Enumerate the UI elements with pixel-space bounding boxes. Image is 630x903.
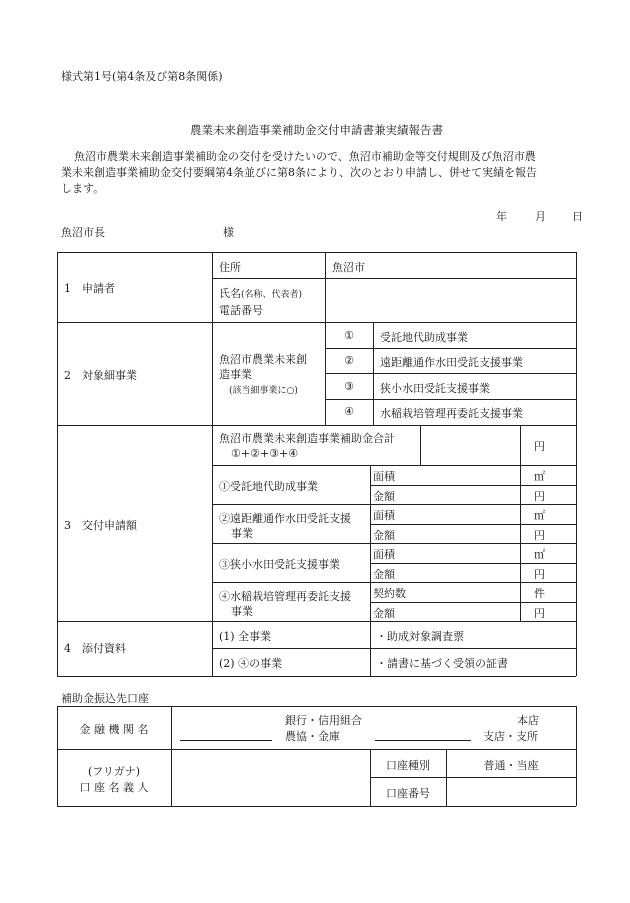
projects-label-line-2: 造事業 — [219, 368, 252, 381]
account-number-label: 口座番号 — [386, 787, 430, 800]
document-title: 農業未来創造事業補助金交付申請書兼実績報告書 — [190, 123, 443, 137]
project-2-area-label: 面積 — [373, 509, 395, 522]
date-year: 年 — [496, 210, 507, 223]
date-month: 月 — [535, 210, 546, 223]
addressee-honorific: 様 — [223, 226, 234, 239]
date-day: 日 — [572, 210, 583, 223]
branch-name-field[interactable] — [375, 726, 471, 740]
total-amount-field[interactable] — [421, 426, 519, 464]
account-type-value[interactable]: 普通・当座 — [483, 759, 539, 772]
bank-type-2: 農協・金庫 — [285, 730, 340, 743]
project-number-3[interactable]: ③ — [344, 380, 354, 393]
phone-label: 電話番号 — [219, 304, 263, 317]
project-4-label-line-2: 事業 — [231, 605, 253, 618]
project-name-2: 遠距離通作水田受託支援事業 — [380, 356, 523, 369]
account-type-label: 口座種別 — [386, 759, 430, 772]
project-2-label-line-2: 事業 — [231, 527, 253, 540]
project-1-label: ①受託地代助成事業 — [219, 480, 318, 493]
section-attachments: 4 添付資料 — [64, 642, 126, 655]
name-label: 氏名(名称、代表者) — [219, 287, 303, 300]
bank-heading: 補助金振込先口座 — [61, 692, 149, 705]
project-2-area-unit: ㎡ — [534, 509, 545, 522]
project-2-label-line-1: ②遠距離通作水田受託支援 — [219, 512, 351, 525]
project-name-3: 狭小水田受託支援事業 — [380, 382, 490, 395]
branch-type-1: 本店 — [517, 714, 539, 727]
attachment-scope-2: (2) ④の事業 — [219, 657, 283, 670]
total-yen-unit: 円 — [534, 440, 545, 453]
projects-label-line-1: 魚沼市農業未来創 — [219, 353, 307, 366]
project-3-money-unit: 円 — [534, 568, 545, 581]
intro-line-1: 魚沼市農業未来創造事業補助金の交付を受けたいので、魚沼市補助金等交付規則及び魚沼市農 — [74, 150, 536, 163]
project-name-1: 受託地代助成事業 — [380, 331, 468, 344]
furigana-label: (フリガナ) — [87, 765, 141, 778]
project-4-label-line-1: ④水稲栽培管理再委託支援 — [219, 590, 351, 603]
project-2-money-label: 金額 — [373, 529, 395, 542]
addressee-name: 魚沼市長 — [61, 226, 105, 239]
holder-name-field[interactable] — [172, 750, 369, 805]
project-1-area-label: 面積 — [373, 470, 395, 483]
section-amount: 3 交付申請額 — [64, 519, 137, 532]
project-3-money-label: 金額 — [373, 568, 395, 581]
project-4-contracts-label: 契約数 — [373, 587, 406, 600]
attachment-doc-1: ・助成対象調査票 — [376, 630, 464, 643]
intro-line-2: 業未来創造事業補助金交付要綱第4条並びに第8条により、次のとおり申請し、併せて実績を報告 — [61, 166, 537, 179]
section-projects: 2 対象細事業 — [64, 369, 137, 382]
total-label: 魚沼市農業未来創造事業補助金合計 — [219, 432, 395, 445]
institution-label: 金 融 機 関 名 — [79, 723, 149, 736]
project-4-money-unit: 円 — [534, 607, 545, 620]
address-label: 住所 — [219, 261, 241, 274]
project-3-area-label: 面積 — [373, 548, 395, 561]
project-3-area-unit: ㎡ — [534, 548, 545, 561]
project-name-4: 水稲栽培管理再委託支援事業 — [380, 407, 523, 420]
section-applicant: 1 申請者 — [64, 282, 115, 295]
attachment-scope-1: (1) 全事業 — [219, 630, 272, 643]
address-value: 魚沼市 — [332, 261, 365, 274]
project-2-money-unit: 円 — [534, 529, 545, 542]
bank-type-1: 銀行・信用組合 — [285, 714, 362, 727]
project-number-1[interactable]: ① — [344, 329, 354, 342]
account-number-field[interactable] — [447, 778, 575, 805]
bank-name-field[interactable] — [180, 726, 272, 740]
project-number-4[interactable]: ④ — [344, 405, 354, 418]
project-4-contracts-unit: 件 — [534, 587, 545, 600]
project-number-2[interactable]: ② — [344, 354, 354, 367]
branch-type-2: 支店・支所 — [483, 730, 538, 743]
project-1-area-unit: ㎡ — [534, 470, 545, 483]
project-1-money-unit: 円 — [534, 490, 545, 503]
intro-line-3: します。 — [61, 182, 105, 195]
applicant-name-field[interactable] — [326, 279, 575, 321]
project-3-label: ③狭小水田受託支援事業 — [219, 558, 340, 571]
project-4-money-label: 金額 — [373, 607, 395, 620]
projects-label-note: (該当細事業に○) — [229, 386, 298, 396]
total-formula: ①+②+③+④ — [231, 447, 299, 460]
project-1-money-label: 金額 — [373, 490, 395, 503]
holder-label: 口 座 名 義 人 — [79, 781, 149, 794]
attachment-doc-2: ・請書に基づく受領の証書 — [376, 657, 508, 670]
form-number: 様式第1号(第4条及び第8条関係) — [61, 70, 223, 83]
